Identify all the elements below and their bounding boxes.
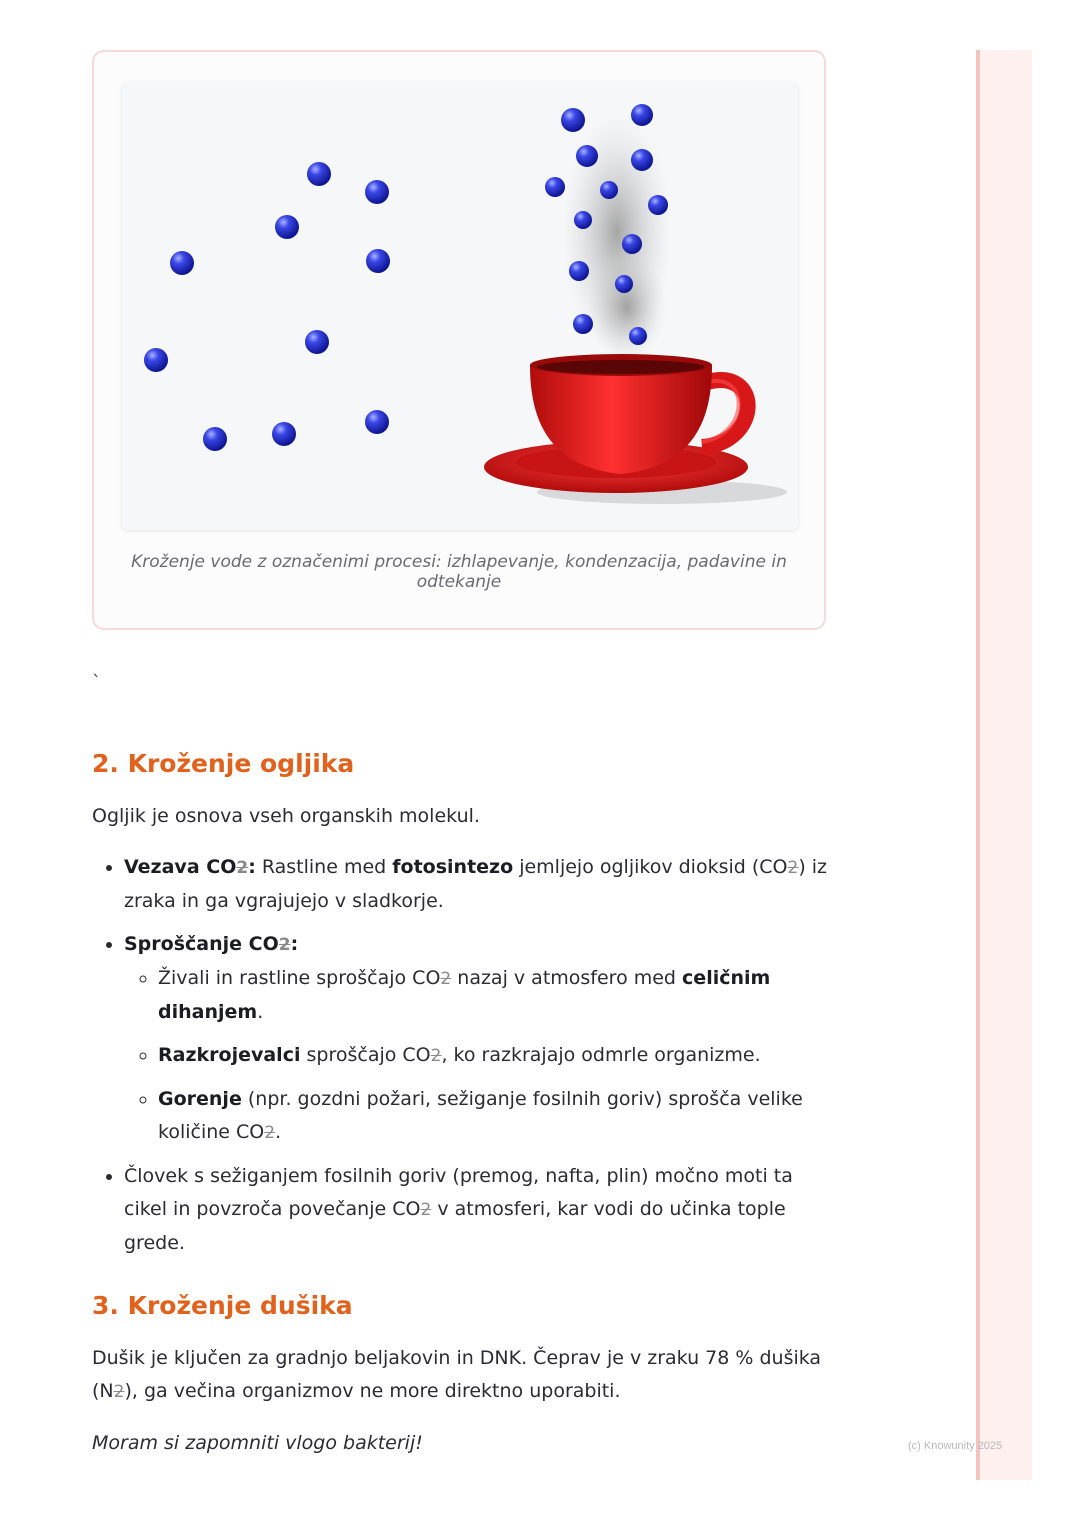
text-fragment: Človek s sežiganjem fosilnih goriv (premog, nafta, plin) močno moti ta cikel in povzroča povečanje CO <box>124 1165 793 1220</box>
text-fragment: sproščajo CO <box>300 1044 431 1066</box>
list-item <box>124 851 832 918</box>
main-content <box>92 740 832 1478</box>
text-fragment: . <box>257 1001 264 1023</box>
text-fragment: Rastline med <box>255 856 393 878</box>
figure-caption: Kroženje vode z označenimi procesi: izhlapevanje, kondenzacija, padavine in odtekanje <box>131 552 787 592</box>
subscript: 2 <box>113 1382 125 1402</box>
figure-card <box>92 50 826 630</box>
bold-term: fotosintezo <box>392 856 514 878</box>
text-fragment: ) iz zraka in ga vgrajujejo v sladkorje. <box>124 856 828 912</box>
text-fragment: . <box>275 1121 282 1143</box>
paragraph-nitrogen-intro <box>92 1342 832 1409</box>
subscript: 2 <box>264 1123 276 1143</box>
term-label: Sproščanje CO <box>124 933 279 955</box>
note-remember-bacteria: Moram si zapomniti vlogo bakterij! <box>92 1432 423 1454</box>
paragraph-carbon-intro: Ogljik je osnova vseh organskih molekul. <box>92 805 480 827</box>
copyright-text: (c) Knowunity 2025 <box>908 1440 1003 1452</box>
subscript: 2 <box>236 858 249 878</box>
text-fragment: jemljejo ogljikov dioksid (CO <box>513 856 788 878</box>
sublist-item <box>158 1039 832 1073</box>
text-fragment: (npr. gozdni požari, sežiganje fosilnih goriv) sprošča velike količine CO <box>158 1088 803 1143</box>
sublist-item <box>158 962 832 1029</box>
section-heading-nitrogen: 3. Kroženje dušika <box>92 1291 353 1320</box>
colon: : <box>290 933 299 955</box>
bold-term: Gorenje <box>158 1088 242 1110</box>
subscript: 2 <box>430 1046 442 1066</box>
figure-illustration <box>122 82 798 530</box>
list-item <box>124 928 832 1150</box>
subscript: 2 <box>420 1200 432 1220</box>
text-fragment: , ko razkrajajo odmrle organizme. <box>441 1044 761 1066</box>
carbon-release-sublist <box>124 962 832 1150</box>
sublist-item <box>158 1083 832 1150</box>
text-fragment: Živali in rastline sproščajo CO <box>158 967 441 989</box>
subscript: 2 <box>787 858 799 878</box>
subscript: 2 <box>278 935 291 955</box>
list-item <box>124 1160 832 1260</box>
carbon-list <box>92 851 832 1260</box>
bold-term: Razkrojevalci <box>158 1044 301 1066</box>
bold-term: celičnim dihanjem <box>158 967 771 1023</box>
molecules-cup-illustration <box>122 82 798 530</box>
section-heading-carbon: 2. Kroženje ogljika <box>92 749 355 778</box>
text-fragment: Dušik je ključen za gradnjo beljakovin in DNK. Čeprav je v zraku 78 % dušika (N <box>92 1347 822 1402</box>
subscript: 2 <box>440 969 452 989</box>
text-fragment: v atmosferi, kar vodi do učinka tople grede. <box>124 1198 786 1254</box>
stray-mark: ` <box>92 672 101 693</box>
text-fragment: nazaj v atmosfero med <box>451 967 683 989</box>
text-fragment: ), ga večina organizmov ne more direktno uporabiti. <box>124 1380 621 1402</box>
term-label: Vezava CO <box>124 856 237 878</box>
right-margin-panel <box>976 50 1032 1480</box>
colon: : <box>248 856 256 878</box>
